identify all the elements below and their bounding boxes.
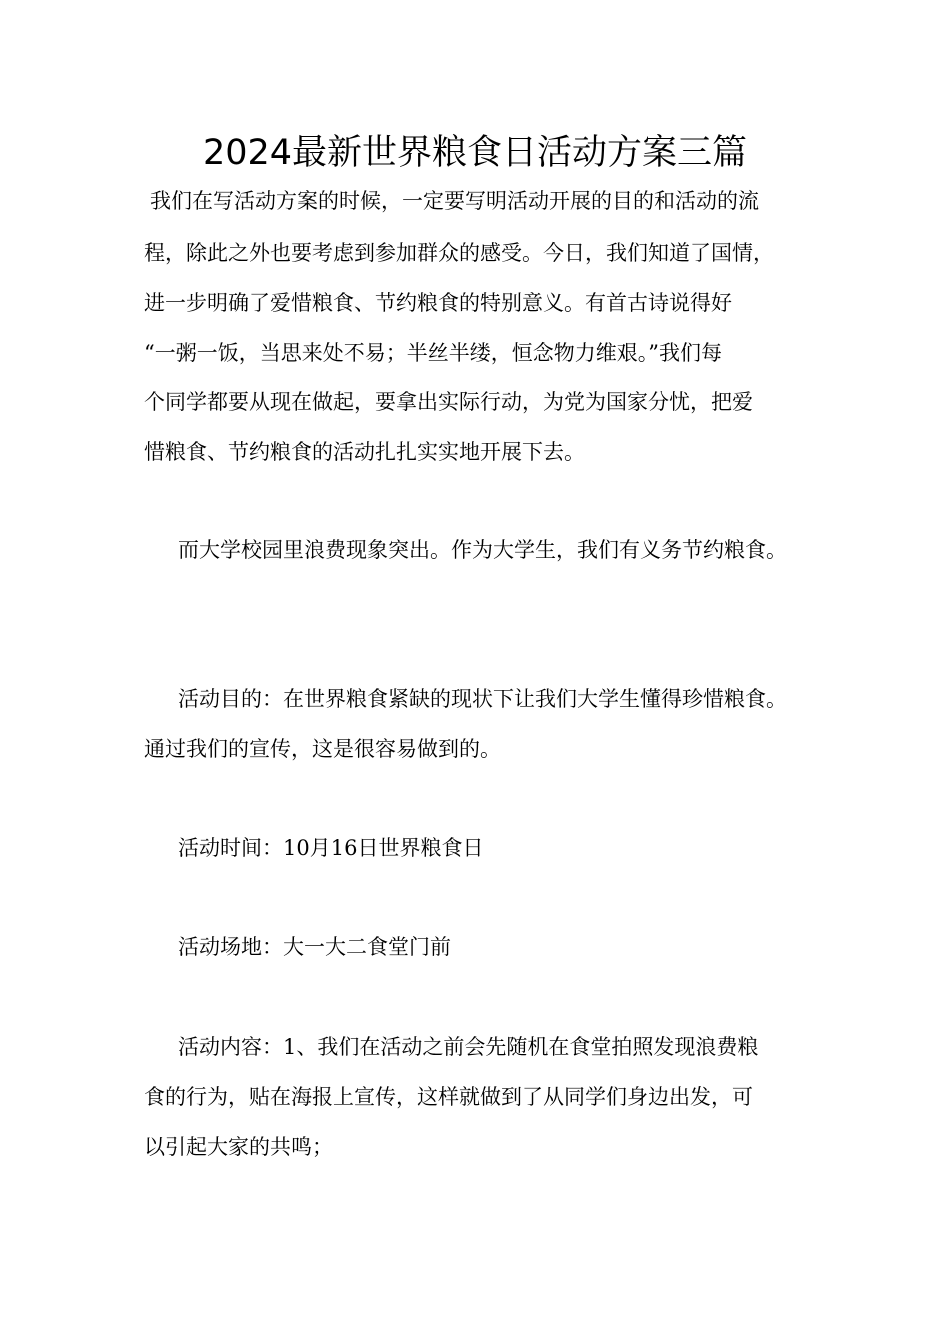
paragraph-line: 个同学都要从现在做起，要拿出实际行动，为党为国家分忧，把爱 [144, 390, 753, 414]
paragraph-line: 活动目的：在世界粮食紧缺的现状下让我们大学生懂得珍惜粮食。 [178, 687, 787, 711]
paragraph-line: “一粥一饭，当思来处不易；半丝半缕，恒念物力维艰。”我们每 [144, 341, 722, 365]
paragraph-line: 我们在写活动方案的时候，一定要写明活动开展的目的和活动的流 [150, 189, 759, 213]
paragraph-line: 活动内容：1、我们在活动之前会先随机在食堂拍照发现浪费粮 [178, 1035, 759, 1059]
paragraph-line: 进一步明确了爱惜粮食、节约粮食的特别意义。有首古诗说得好 [144, 291, 732, 315]
paragraph-line: 活动时间：10月16日世界粮食日 [178, 836, 484, 860]
paragraph-line: 惜粮食、节约粮食的活动扎扎实实地开展下去。 [144, 440, 585, 464]
paragraph-line: 以引起大家的共鸣； [144, 1135, 333, 1159]
document-title: 2024最新世界粮食日活动方案三篇 [202, 133, 748, 173]
paragraph-line: 食的行为，贴在海报上宣传，这样就做到了从同学们身边出发，可 [144, 1085, 753, 1109]
paragraph-line: 活动场地：大一大二食堂门前 [178, 935, 451, 959]
paragraph-line: 程，除此之外也要考虑到参加群众的感受。今日，我们知道了国情， [144, 241, 774, 265]
paragraph-line: 通过我们的宣传，这是很容易做到的。 [144, 737, 501, 761]
paragraph-line: 而大学校园里浪费现象突出。作为大学生，我们有义务节约粮食。 [178, 538, 787, 562]
